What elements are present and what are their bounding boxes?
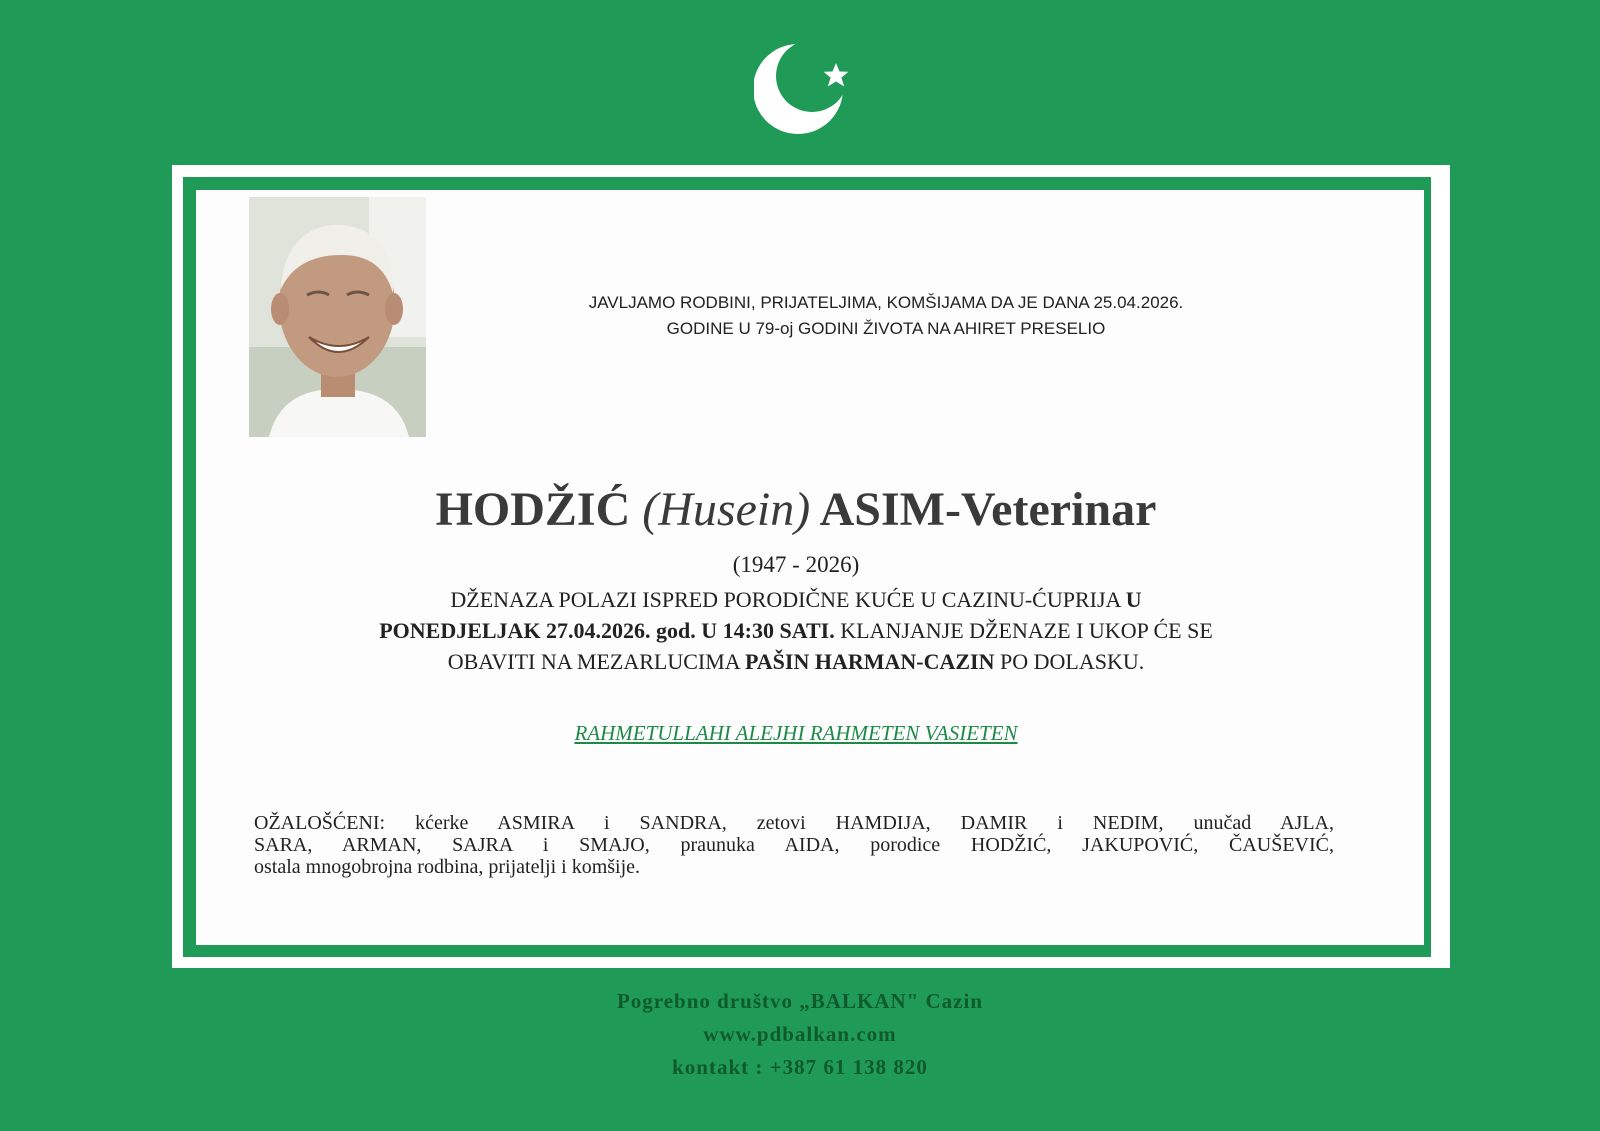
surname: HODŽIĆ xyxy=(435,483,631,536)
funeral-line-2: PONEDJELJAK 27.04.2026. god. U 14:30 SATI. KLANJANJE DŽENAZE I UKOP ĆE SE xyxy=(379,618,1213,643)
funeral-line-1: DŽENAZA POLAZI ISPRED PORODIČNE KUĆE U CAZINU-ĆUPRIJA U xyxy=(450,587,1142,612)
company-name: Pogrebno društvo „BALKAN" Cazin xyxy=(616,989,984,1013)
website: www.pdbalkan.com xyxy=(703,1022,897,1046)
intro-line: GODINE U 79-oj GODINI ŽIVOTA NA AHIRET PRESELIO xyxy=(666,319,1106,338)
contact-phone: kontakt : +387 61 138 820 xyxy=(672,1055,928,1079)
intro-line: JAVLJAMO RODBINI, PRIJATELJIMA, KOMŠIJAMA DA JE DANA 25.04.2026. xyxy=(588,293,1184,312)
funeral-details xyxy=(256,584,1336,677)
funeral-home-footer xyxy=(0,985,1600,1084)
life-years: (1947 - 2026) xyxy=(732,552,860,577)
crescent-and-star-icon xyxy=(754,30,874,150)
deceased-portrait-photo xyxy=(249,197,426,437)
mourners-line: SARA, ARMAN, SAJRA i SMAJO, praunuka AIDA, porodice HODŽIĆ, JAKUPOVIĆ, ČAUŠEVIĆ, xyxy=(254,834,1334,856)
announcement-intro xyxy=(476,290,1296,342)
obituary-card xyxy=(196,190,1424,945)
funeral-line-3: OBAVITI NA MEZARLUCIMA PAŠIN HARMAN-CAZIN PO DOLASKU. xyxy=(447,649,1145,674)
prayer-text: RAHMETULLAHI ALEJHI RAHMETEN VASIETEN xyxy=(574,721,1018,745)
father-name: (Husein) xyxy=(642,483,811,536)
name-profession: ASIM-Veterinar xyxy=(819,483,1157,536)
mourners-list xyxy=(254,812,1334,878)
mourners-line: OŽALOŠĆENI: kćerke ASMIRA i SANDRA, zetovi HAMDIJA, DAMIR i NEDIM, unučad AJLA, xyxy=(254,812,1334,834)
mourners-line: ostala mnogobrojna rodbina, prijatelji i komšije. xyxy=(254,856,641,878)
deceased-name-heading xyxy=(256,482,1336,537)
